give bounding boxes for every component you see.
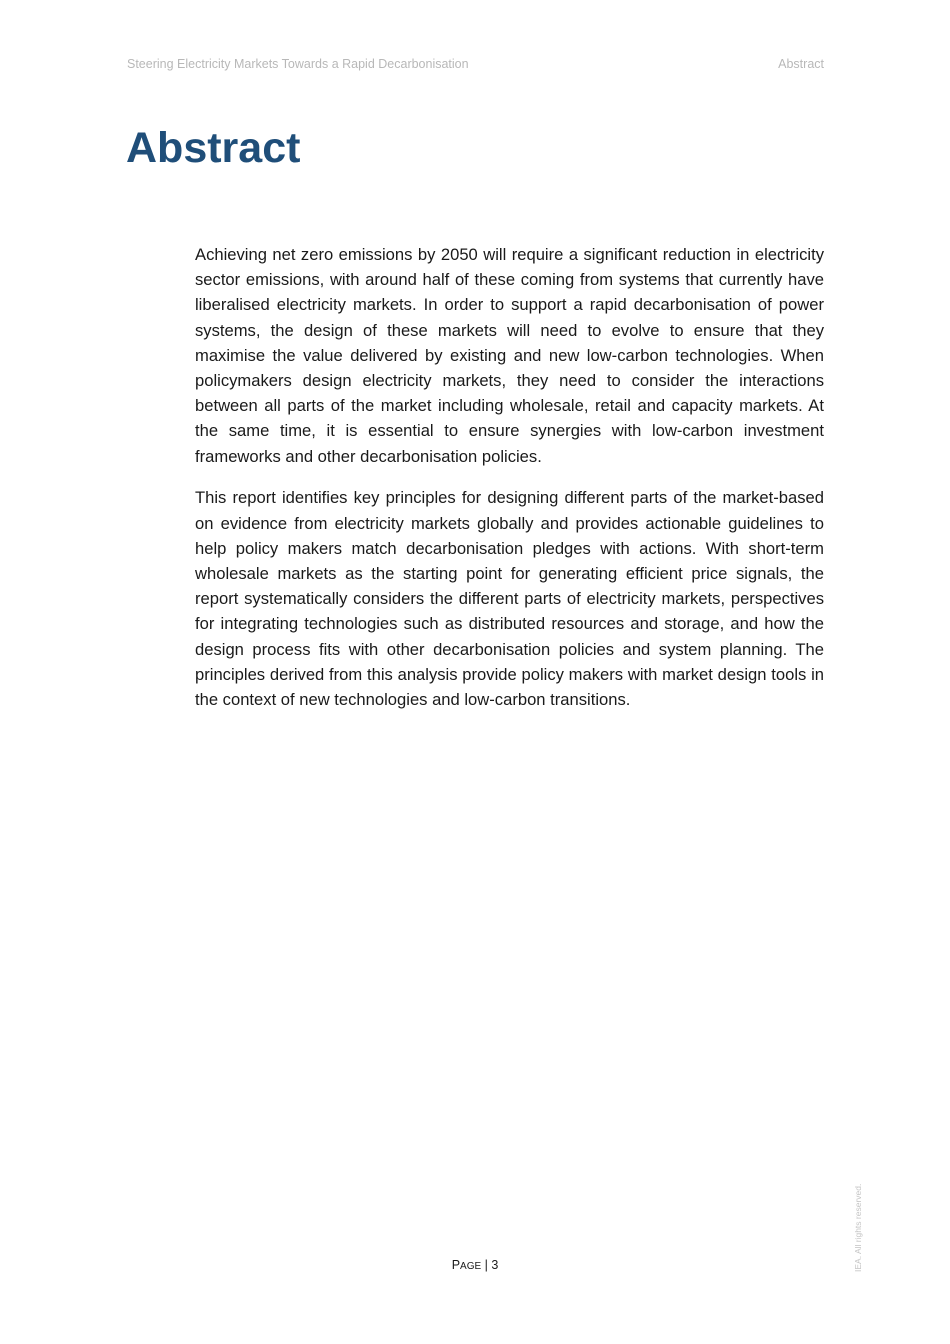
abstract-paragraph-1: Achieving net zero emissions by 2050 will require a significant reduction in electricity sector emissions, with around half of these coming from systems that currently have liberalised electricity markets. In order to support a rapid decarbonisation of power systems, the design of these markets will need to evolve to ensure that they maximise the value delivered by existing and new low-carbon technologies. When policymakers design electricity markets, they need to consider the interactions between all parts of the market including wholesale, retail and capacity markets. At the same time, it is essential to ensure synergies with low-carbon investment frameworks and other decarbonisation policies. [195, 245, 824, 466]
page-number: 3 [491, 1258, 499, 1272]
running-header-report-title: Steering Electricity Markets Towards a Rapid Decarbonisation [127, 57, 469, 71]
rights-notice: IEA. All rights reserved. [853, 1183, 863, 1272]
running-header-section: Abstract [778, 57, 824, 71]
page-label-rest: AGE [460, 1261, 482, 1272]
page-title: Abstract [126, 124, 301, 172]
running-header [127, 57, 824, 71]
page-label-initial: P [451, 1258, 461, 1272]
abstract-paragraph-2: This report identifies key principles for designing different parts of the market-based on evidence from electricity markets globally and provides actionable guidelines to help policy makers match decarbonisation pledges with actions. With short-term wholesale markets as the starting point for generating efficient price signals, the report systematically considers the different parts of electricity markets, perspectives for integrating technologies such as distributed resources and storage, and how the design process fits with other decarbonisation policies and system planning. The principles derived from this analysis provide policy makers with market design tools in the context of new technologies and low-carbon transitions. [195, 488, 824, 709]
abstract-body [195, 242, 824, 729]
page-footer [0, 1258, 950, 1272]
page-separator: | [481, 1258, 492, 1272]
